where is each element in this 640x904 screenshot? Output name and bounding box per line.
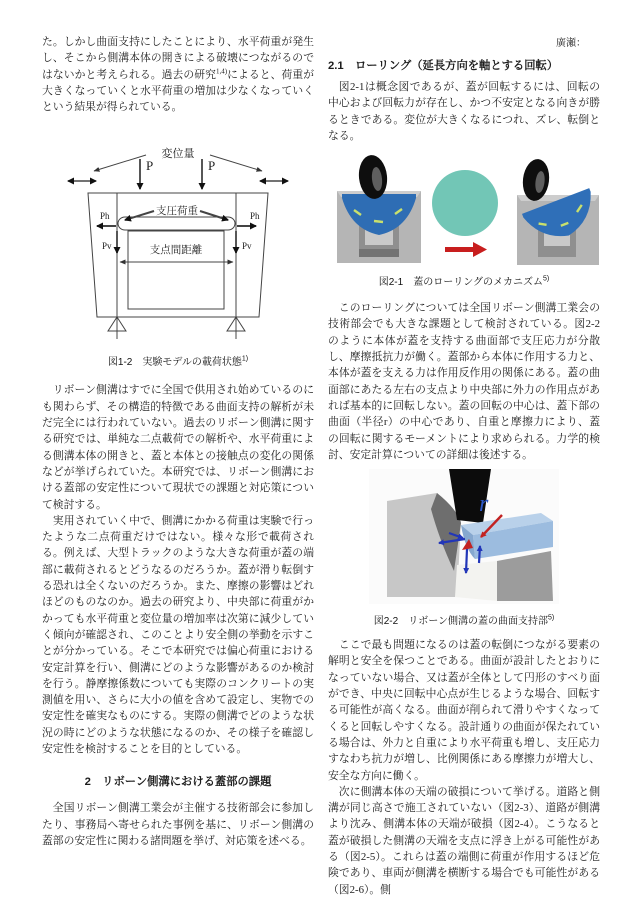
curved-support-render	[369, 469, 559, 604]
rotation-circle	[432, 170, 498, 236]
left-column	[42, 34, 314, 888]
citation-superscript: 1,4)	[215, 67, 228, 75]
section-2-1-heading: 2.1 ローリング（延長方向を軸とする回転）	[328, 60, 559, 72]
span-label: 支点間距離	[149, 245, 203, 257]
ph-right-label: Ph	[250, 211, 260, 222]
paragraph-continuation	[42, 34, 314, 115]
figure-2-1-caption	[328, 273, 600, 288]
paragraph: このローリングについては全国リボーン側溝工業会の技術部会でも大きな課題として検討されている。図2-2のように本体が蓋を支持する曲面部で支圧応力が分散し、摩擦抵抗力が働く。蓋部から本体に作用する力と、本体が蓋を支える力は作用反作用の関係にある。蓋の曲面部にあたる左右の支点より中央部に外力の作用点があれば基本的に回転しない。蓋の回転の中心は、蓋下部の曲面（半径r）の中心であり、自重と摩擦力により、蓋の回転に関するモーメントにより求められる。力学的検討、安定計算についての詳細は後述する。	[328, 302, 600, 461]
figure-2-1-rolling-mechanism	[328, 153, 600, 288]
caption-text: 図1-2 実験モデルの載荷状態	[107, 357, 242, 369]
displacement-label: 変位量	[161, 148, 195, 161]
caption-ref: 5)	[548, 614, 555, 622]
inner-cavity	[128, 231, 224, 309]
radius-r-label: r	[479, 491, 489, 518]
paragraph: 図2-1は概念図であるが、蓋が回転するには、回転の中心および回転力が存在し、かつ不安定となる向きが勝るときである。変位が大きくなるにつれ、ズレ、転倒となる。	[328, 81, 600, 142]
caption-text: 図2-1 蓋のローリングのメカニズム	[378, 277, 544, 289]
paragraph: 実用されていく中で、側溝にかかる荷重は実験で行ったような二点荷重だけではない。様々な形で載荷される。例えば、大型トラックのような大きな荷重が蓋の端部に載荷されるとどうなるのだろうか。蓋が滑り転倒する恐れは全くないのだろうか。また、摩擦の影響はどれほどのものなのか。過去の研究より、中央部に荷重がかかっても水平荷重と変位量の増加率は次第に減少していく傾向が確認され、このことより安全側の挙動を示すことが分かっている。そこで本研究では偏心荷重における安定計算を行い、側溝にどのような影響があるのか検討を行う。静摩擦係数についても実際のコンクリートの実測値を用い、さらに大小の値を含めて設定し、実物での安定性を確実なものにする。実際の側溝でどのような状況の時にどのような状態になるのか、その様子を確認し安定性を検討することを目的としている。	[42, 514, 314, 756]
figure-1-2-load-diagram	[42, 141, 314, 368]
caption-ref: 5)	[543, 275, 550, 283]
cavity	[455, 561, 497, 601]
lid-cross-section	[118, 217, 235, 230]
paragraph: 全国リボーン側溝工業会が主催する技術部会に参加したり、事務局へ寄せられた事例を基に、リボーン側溝の蓋部の安定性に関わる諸問題を挙げ、対応策を述べる。	[42, 802, 314, 847]
running-header-author: 廣瀬：	[556, 38, 586, 49]
pv-left-label: Pv	[102, 241, 112, 252]
experiment-model-diagram	[58, 141, 298, 345]
ph-left-label: Ph	[100, 211, 110, 222]
bearing-load-label: 支圧荷重	[156, 206, 198, 218]
p-label-left: P	[146, 158, 154, 174]
direction-arrow-icon	[445, 242, 487, 257]
figure-2-2-caption	[328, 612, 600, 627]
paragraph: 次に側溝本体の天端の破損について挙げる。道路と側溝が同じ高さで施工されていない（図2-3）、道路が側溝より沈み、側溝本体の天端が破損（図2-4）。こうなると蓋が破損した側溝の天端を支点に浮き上がる可能性がある（図2-5）。これらは蓋の端側に荷重が作用するほど危険であり、車両が側溝を横断する場合でも可能性がある（図2-6）。側	[328, 785, 600, 896]
figure-2-2-curved-support	[328, 469, 600, 627]
section-2-heading: 2 リボーン側溝における蓋部の課題	[84, 776, 272, 789]
figure-1-2-caption	[42, 353, 314, 368]
force-arrow-up-icon	[479, 546, 480, 563]
para1-text: た。しかし曲面支持にしたことにより、水平荷重が発生し、そこから側溝本体の開きによる破壊につながるのではないかと考えられる。過去の研究	[42, 36, 314, 81]
caption-ref: 1)	[241, 356, 249, 364]
caption-text: 図2-2 リボーン側溝の蓋の曲面支持部	[373, 616, 549, 628]
force-arrow-down-icon	[466, 549, 467, 573]
render-lid-tilted	[517, 158, 599, 265]
para1-text-post: によると、荷重が大きくなっていくと水平荷重の増加は少なくなっていくという結果が得られている。	[42, 68, 314, 114]
pv-right-label: Pv	[242, 241, 252, 252]
paragraph: ここで最も問題になるのは蓋の転倒につながる要素の解明と安全を保つことである。曲面が設計したとおりになっていない場合、又は蓋が全体として円形のすべり面ができ、中央に回転中心点が生じるような場合、回転する可能性が高くなる。曲面が削られて滑りやすくなってくると回転しやすくなる。設計通りの曲面が保たれている場合は、外力と自重により水平荷重も増し、支圧応力すなわち抗力が増し、比例関係にある摩擦力が増大し、安全な方向に働く。	[328, 639, 600, 782]
render-lid-seated	[337, 154, 421, 263]
paragraph: リボーン側溝はすでに全国で供用され始めているのにも関わらず、その構造的特徴である曲面支持の解析が未だ完全には行われていない。過去のリボーン側溝に関する研究では、単純な二点載荷での解析や、水平荷重による側溝本体の開きと、蓋と本体との接触点の変化の関係などが挙げられていた。本研究では、リボーン側溝における蓋部の安定性について現状での課題と対応策について検討する。	[42, 384, 314, 511]
p-label-right: P	[208, 158, 216, 174]
rolling-mechanism-render	[329, 153, 599, 265]
right-column	[328, 34, 600, 896]
